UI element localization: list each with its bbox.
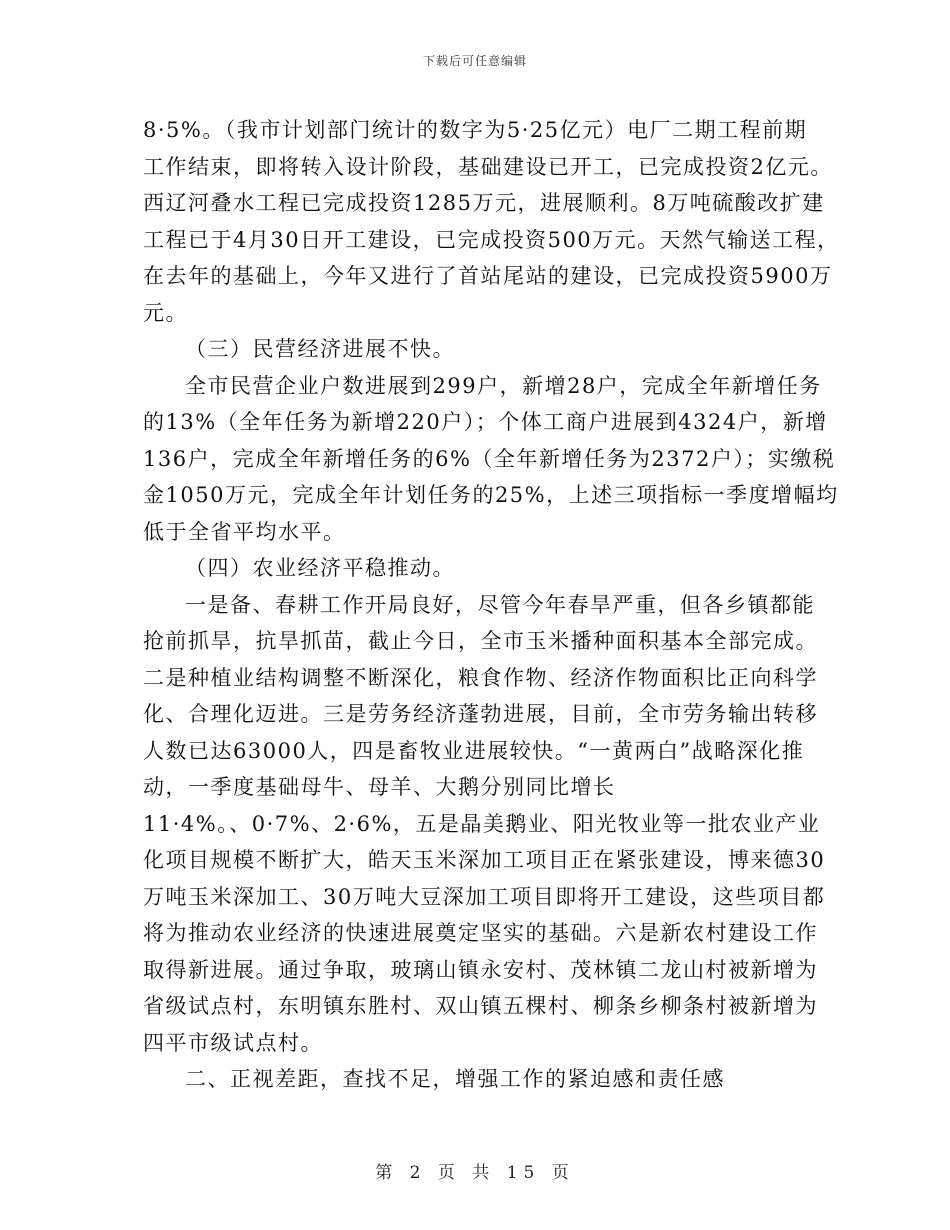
- text-line-23: 将为推动农业经济的快速进展奠定坚实的基础。六是新农村建设工作: [143, 921, 818, 945]
- text-line-19: 动，一季度基础母牛、母羊、大鹅分别同比增长: [143, 775, 616, 799]
- section-heading-4: （四）农业经济平稳推动。: [185, 556, 455, 580]
- text-line-14: 一是备、春耕工作开局良好，尽管今年春旱严重，但各乡镇都能: [185, 592, 815, 617]
- text-line-5: 在去年的基础上，今年又进行了首站尾站的建设，已完成投资5900万: [143, 264, 833, 288]
- text-line-8: 全市民营企业户数进展到299户，新增28户，完成全年新增任务: [185, 373, 822, 398]
- text-line-24: 取得新进展。通过争取，玻璃山镇永安村、茂林镇二龙山村被新增为: [143, 957, 818, 982]
- text-line-26: 四平市级试点村。: [143, 1030, 323, 1055]
- text-line-3: 西辽河叠水工程已完成投资1285万元，进展顺利。8万吨硫酸改扩建: [143, 191, 825, 215]
- text-line-11: 金1050万元，完成全年计划任务的25%，上述三项指标一季度增幅均: [143, 483, 839, 507]
- text-line-21: 化项目规模不断扩大，皓天玉米深加工项目正在紧张建设，博来德30: [143, 848, 826, 872]
- text-line-4: 工程已于4月30日开工建设，已完成投资500万元。天然气输送工程，: [143, 227, 840, 252]
- text-line-10: 136户，完成全年新增任务的6%（全年新增任务为2372户）；实缴税: [143, 446, 836, 471]
- chapter-heading-2: 二、正视差距，查找不足，增强工作的紧迫感和责任感: [185, 1067, 725, 1091]
- text-line-9: 的13%（全年任务为新增220户）；个体工商户进展到4324户，新增: [143, 410, 828, 434]
- text-line-6: 元。: [143, 300, 188, 325]
- text-line-17: 化、合理化迈进。三是劳务经济蓬勃进展，目前，全市劳务输出转移: [143, 702, 818, 726]
- text-line-1: 8·5%。（我市计划部门统计的数字为5·25亿元）电厂二期工程前期: [143, 118, 808, 142]
- page-number-footer: 第 2 页 共 15 页: [375, 1163, 575, 1183]
- text-line-20: 11·4%。、0·7%、2·6%，五是晶美鹅业、阳光牧业等一批农业产业: [143, 811, 821, 836]
- text-line-2: 工作结束，即将转入设计阶段，基础建设已开工，已完成投资2亿元。: [143, 154, 833, 179]
- text-line-15: 抢前抓旱，抗旱抓苗，截止今日，全市玉米播种面积基本全部完成。: [143, 629, 818, 653]
- text-line-12: 低于全省平均水平。: [143, 519, 346, 544]
- section-heading-3: （三）民营经济进展不快。: [185, 337, 455, 361]
- page-header: 下载后可任意编辑: [422, 54, 527, 68]
- text-line-22: 万吨玉米深加工、30万吨大豆深加工项目即将开工建设，这些项目都: [143, 884, 826, 909]
- text-line-16: 二是种植业结构调整不断深化，粮食作物、经济作物面积比正向科学: [143, 665, 818, 690]
- text-line-25: 省级试点村，东明镇东胜村、双山镇五棵村、柳条乡柳条村被新增为: [143, 994, 818, 1018]
- document-body: [143, 112, 840, 1098]
- text-line-18: 人数已达63000人，四是畜牧业进展较快。“一黄两白”战略深化推: [143, 738, 805, 763]
